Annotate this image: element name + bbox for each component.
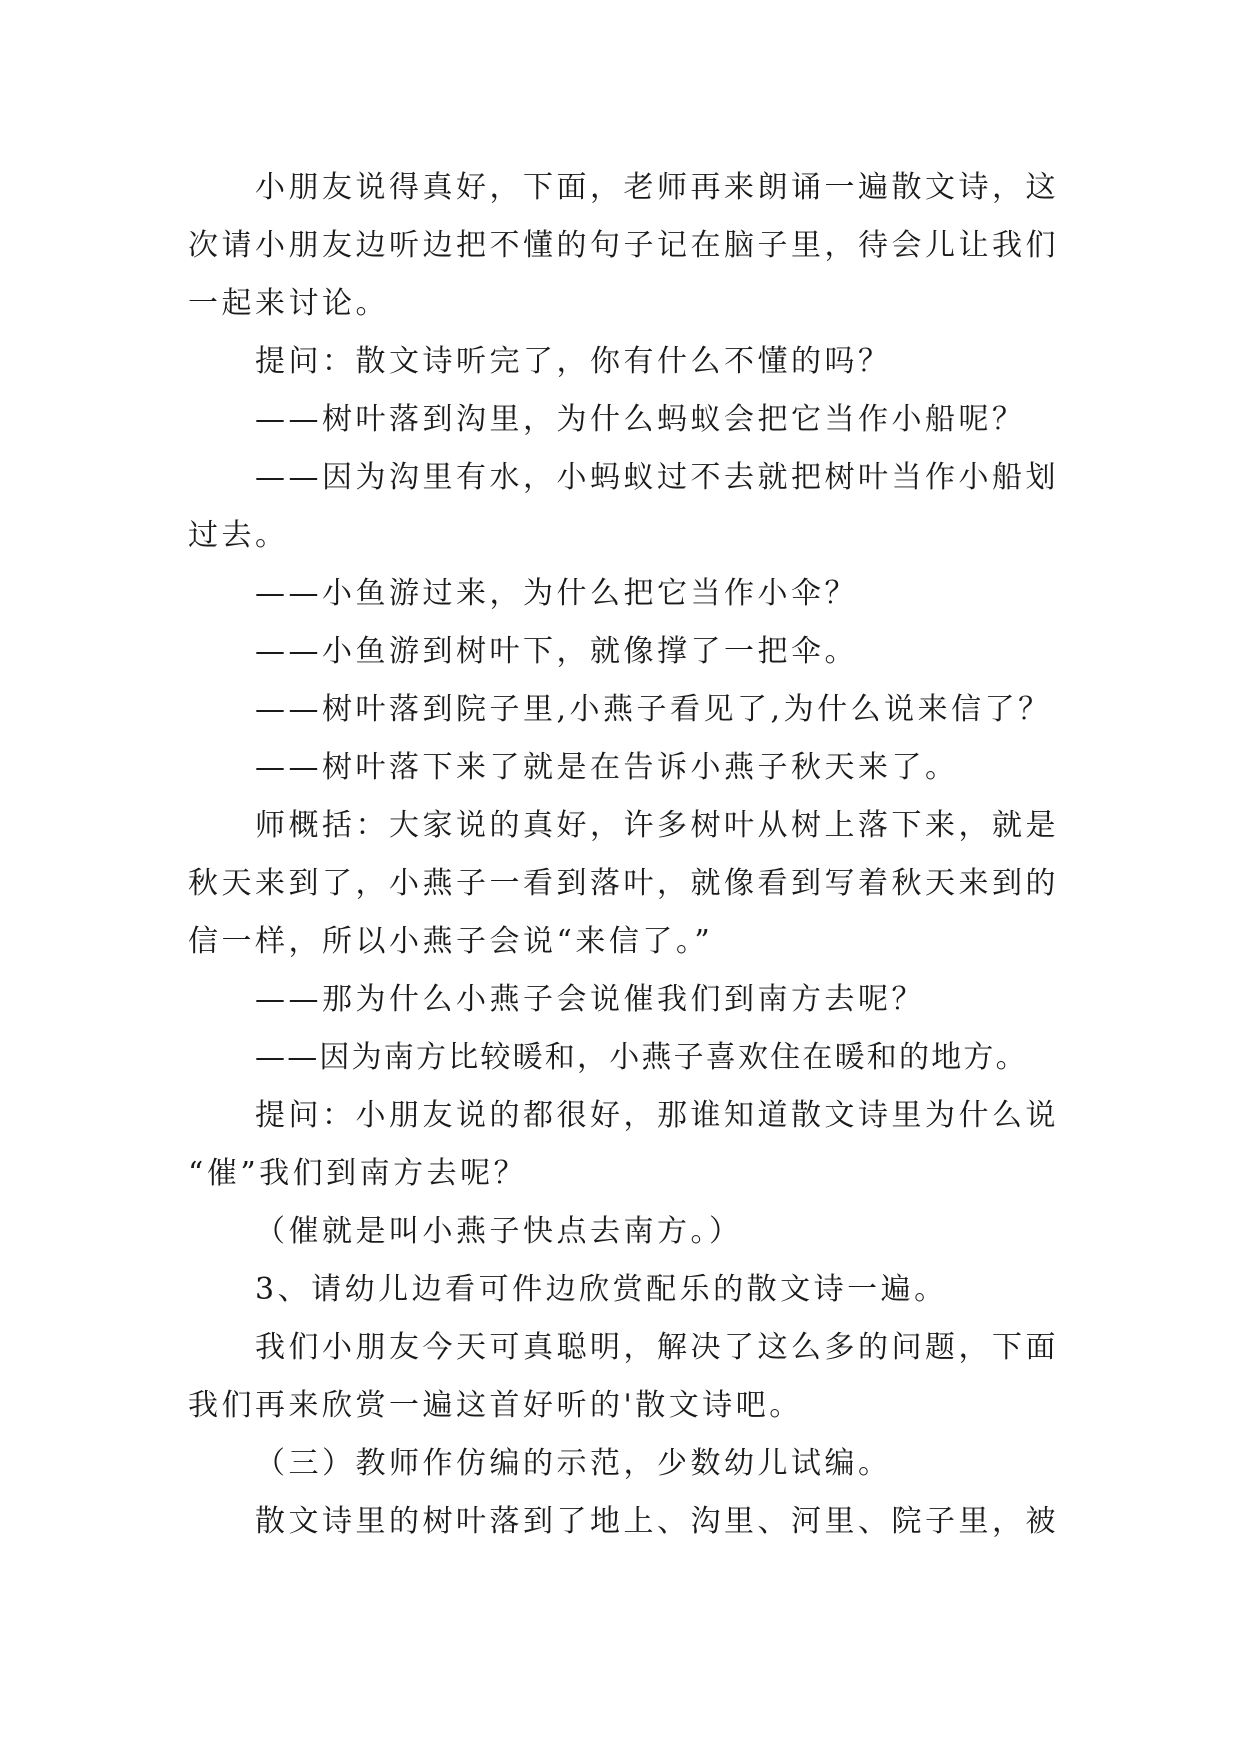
paragraph-line: （催就是叫小燕子快点去南方。）	[255, 1214, 743, 1249]
paragraph-line: “催”我们到南方去呢？	[188, 1156, 528, 1191]
paragraph-line: 3、请幼儿边看可件边欣赏配乐的散文诗一遍。	[255, 1272, 948, 1307]
paragraph-line: （三）教师作仿编的示范，少数幼儿试编。	[255, 1446, 892, 1481]
paragraph-line: ——树叶落到院子里,小燕子看见了,为什么说来信了？	[255, 692, 1052, 727]
paragraph-line: 信一样，所以小燕子会说“来信了。”	[188, 924, 714, 959]
paragraph-line: ——那为什么小燕子会说催我们到南方去呢？	[255, 982, 925, 1017]
paragraph-line: ——因为南方比较暖和，小燕子喜欢住在暖和的地方。	[255, 1040, 1028, 1075]
paragraph-line: 次请小朋友边听边把不懂的句子记在脑子里，待会儿让我们	[188, 228, 1059, 263]
paragraph-line: ——小鱼游到树叶下，就像撑了一把伞。	[255, 634, 858, 669]
paragraph-line: 提问：小朋友说的都很好，那谁知道散文诗里为什么说	[255, 1098, 1059, 1133]
paragraph-line: ——小鱼游过来，为什么把它当作小伞？	[255, 576, 858, 611]
paragraph-line: 提问：散文诗听完了，你有什么不懂的吗？	[255, 344, 892, 379]
paragraph-line: ——树叶落下来了就是在告诉小燕子秋天来了。	[255, 750, 959, 785]
paragraph-line: 师概括：大家说的真好，许多树叶从树上落下来，就是	[255, 808, 1059, 843]
paragraph-line: 秋天来到了，小燕子一看到落叶，就像看到写着秋天来到的	[188, 866, 1059, 901]
paragraph-line: 小朋友说得真好，下面，老师再来朗诵一遍散文诗，这	[255, 170, 1059, 205]
paragraph-line: ——树叶落到沟里，为什么蚂蚁会把它当作小船呢？	[255, 402, 1026, 437]
paragraph-line: 过去。	[188, 518, 289, 553]
paragraph-line: 我们再来欣赏一遍这首好听的'散文诗吧。	[188, 1388, 803, 1423]
paragraph-line: 散文诗里的树叶落到了地上、沟里、河里、院子里，被	[255, 1504, 1059, 1539]
paragraph-line: 我们小朋友今天可真聪明，解决了这么多的问题，下面	[255, 1330, 1059, 1365]
paragraph-line: 一起来讨论。	[188, 286, 389, 321]
paragraph-line: ——因为沟里有水，小蚂蚁过不去就把树叶当作小船划	[255, 460, 1059, 495]
